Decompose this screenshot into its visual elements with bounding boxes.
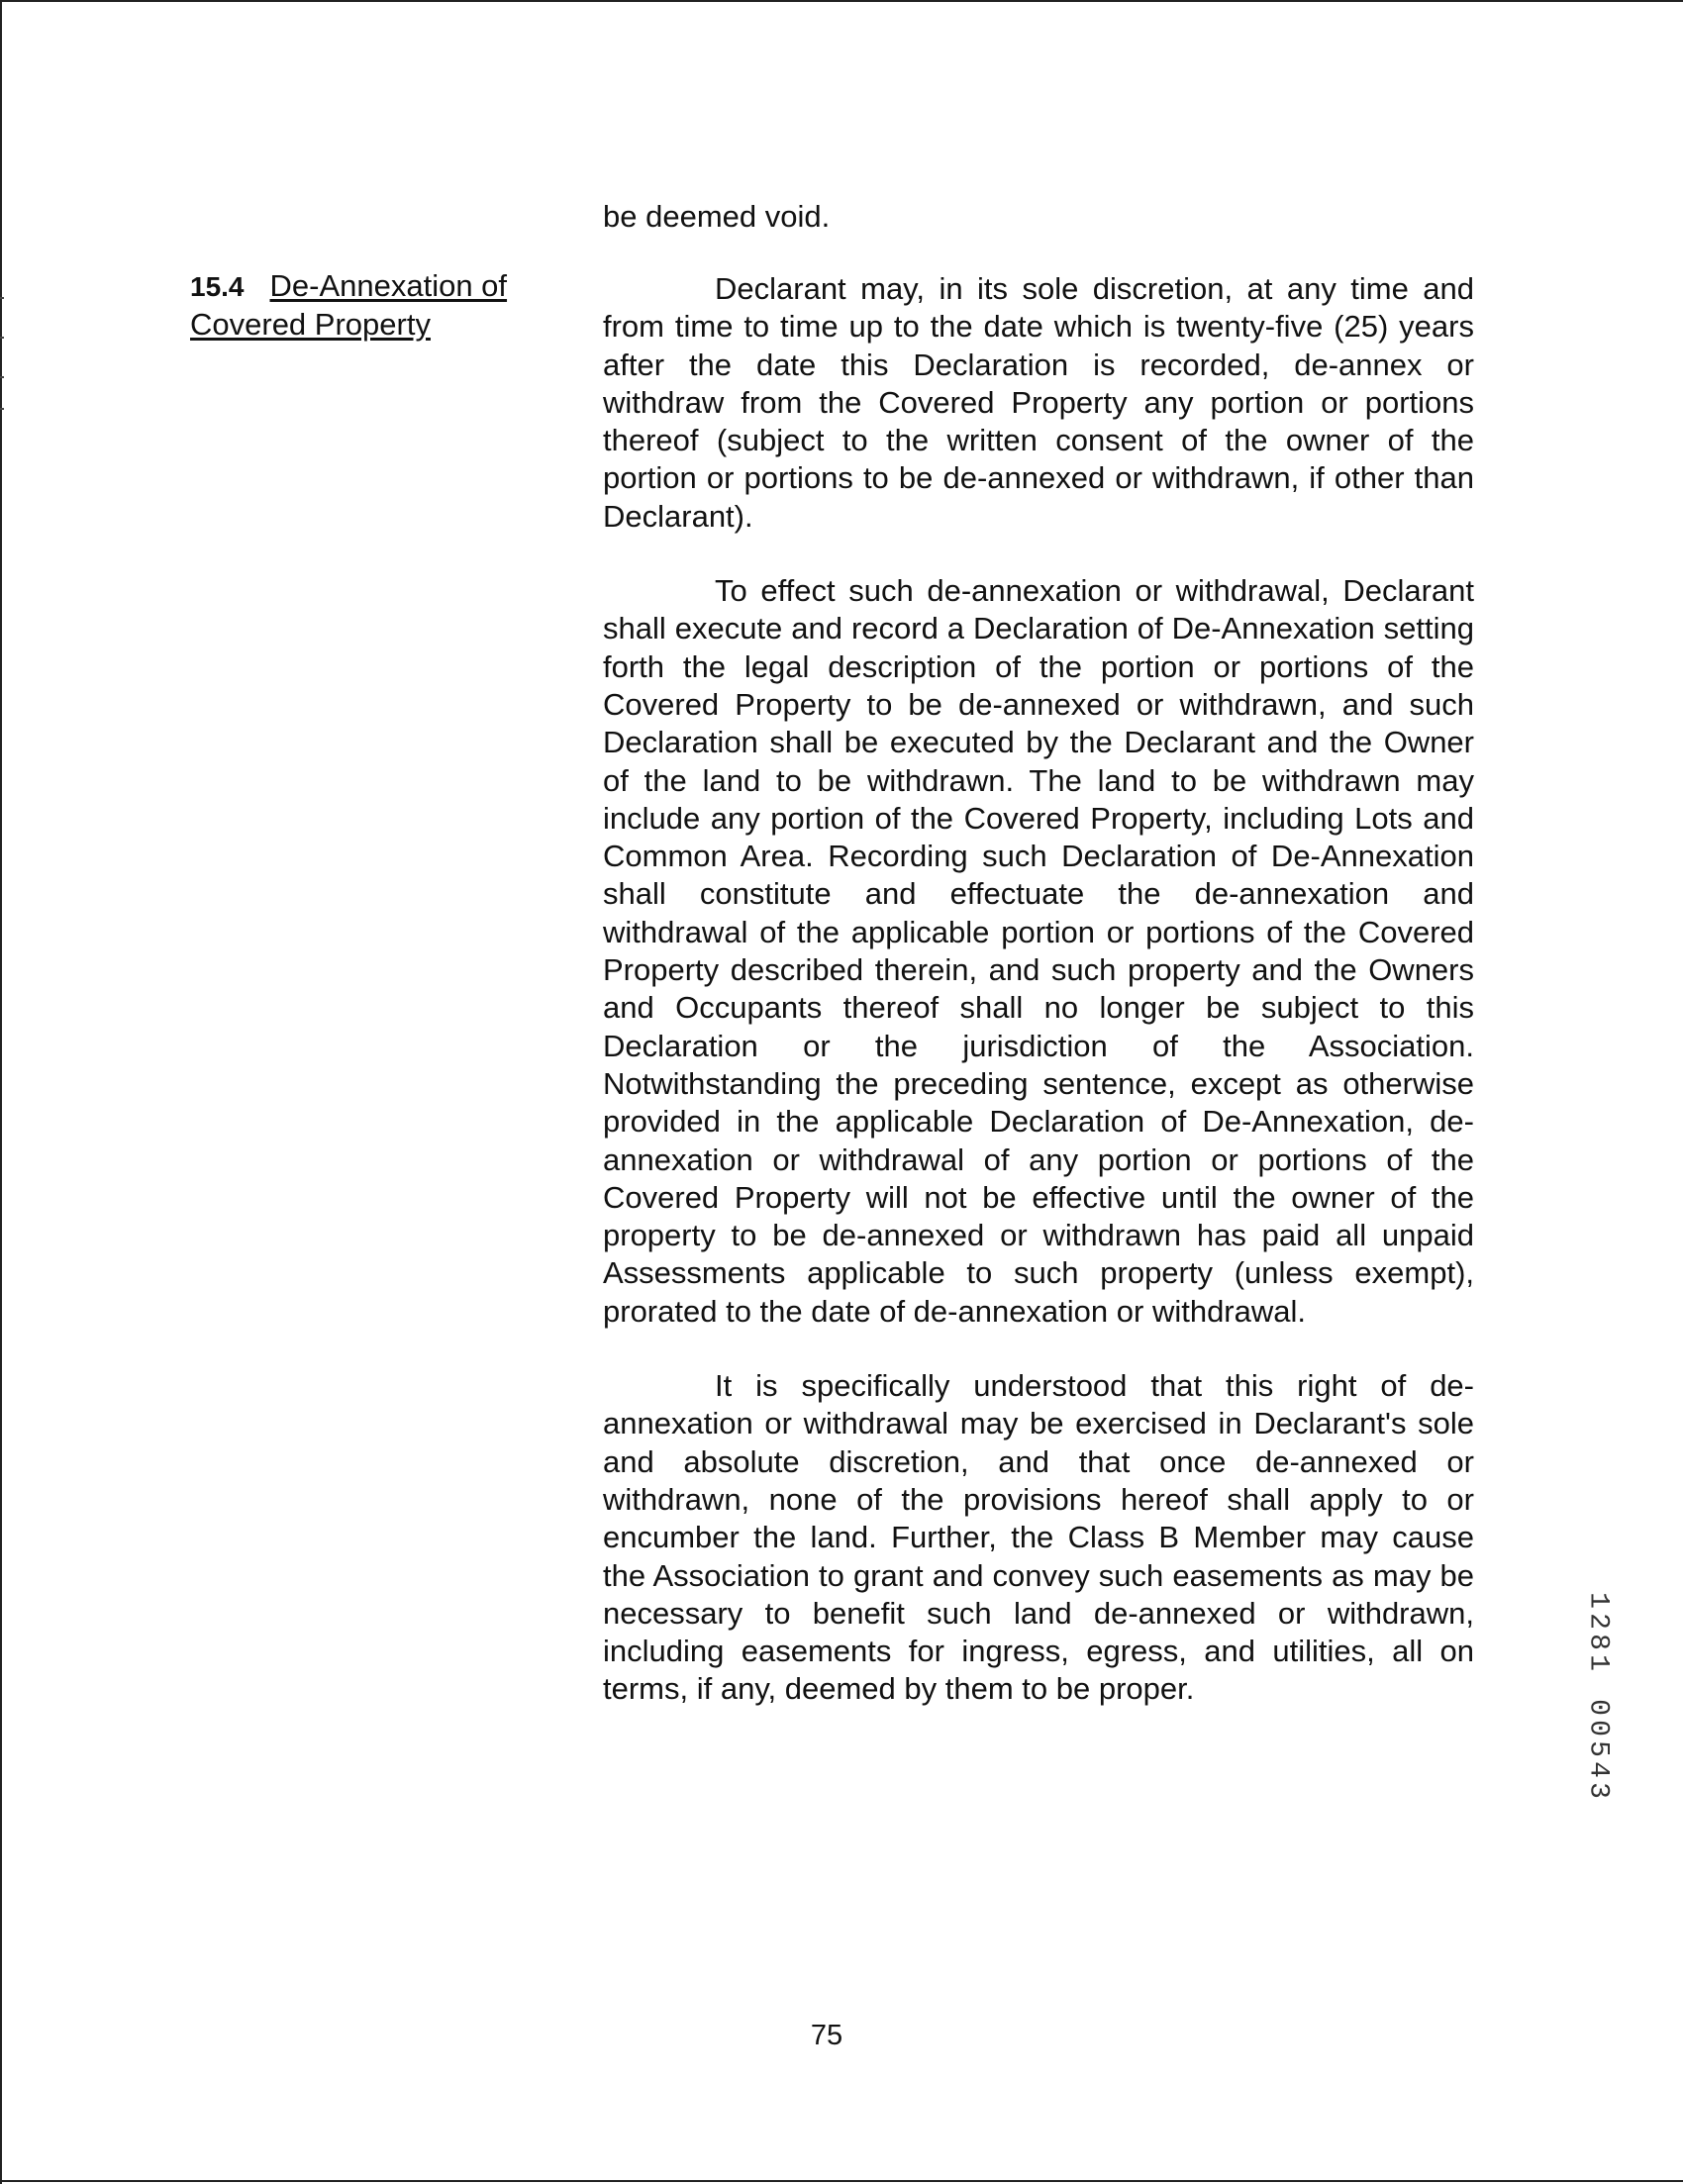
section-number: 15.4 xyxy=(190,271,245,302)
section-body xyxy=(603,270,1474,1745)
page-number: 75 xyxy=(810,2020,843,2051)
scan-tick-mark xyxy=(0,408,4,410)
bates-stamp xyxy=(1578,1590,1618,1801)
body-paragraph: Declarant may, in its sole discretion, at any time and from time to time up to the date which is twenty-five (25) years after the date this Declaration is recorded, de-annex or withdraw from the Covered Property any portion or portions thereof (subject to the written consent of the owner of the portion or portions to be de-annexed or withdrawn, if other than Declarant). xyxy=(603,271,1474,534)
bates-digit: 0 xyxy=(1582,1720,1614,1737)
section-heading xyxy=(190,267,556,344)
section-title: De-Annexation of Covered Property xyxy=(190,268,508,342)
bates-digit: 1 xyxy=(1582,1654,1614,1671)
carry-over-text: be deemed void. xyxy=(603,199,831,234)
bates-digit: 5 xyxy=(1582,1740,1614,1757)
scan-border-bottom xyxy=(0,2180,1683,2182)
bates-digit: 4 xyxy=(1582,1761,1614,1778)
bates-digit: 3 xyxy=(1582,1782,1614,1799)
scan-tick-mark xyxy=(0,376,4,378)
scan-border-left xyxy=(0,0,2,2184)
scan-border-top xyxy=(0,0,1683,2)
scan-tick-mark xyxy=(0,337,4,339)
bates-digit: 0 xyxy=(1582,1699,1614,1716)
body-paragraph: It is specifically understood that this right of de-annexation or withdrawal may be exercised in Declarant's sole and absolute discretion, and that once de-annexed or withdrawn, none of the provisions hereof shall apply to or encumber the land. Further, the Class B Member may cause the Association to grant and convey such easements as may be necessary to benefit such land de-annexed or withdrawn, including easements for ingress, egress, and utilities, all on terms, if any, deemed by them to be proper. xyxy=(603,1368,1474,1707)
bates-digit: 2 xyxy=(1582,1613,1614,1630)
body-paragraph: To effect such de-annexation or withdrawal, Declarant shall execute and record a Declaration of De-Annexation setting forth the legal description of the portion or portions of the Covered Property to be de-annexed or withdrawn, and such Declaration shall be executed by the Declarant and the Owner of the land to be withdrawn. The land to be withdrawn may include any portion of the Covered Property, including Lots and Common Area. Recording such Declaration of De-Annexation shall constitute and effectuate the de-annexation and withdrawal of the applicable portion or portions of the Covered Property described therein, and such property and the Owners and Occupants thereof shall no longer be subject to this Declaration or the jurisdiction of the Association. Notwithstanding the preceding sentence, except as otherwise provided in the applicable Declaration of De-Annexation, de-annexation or withdrawal of any portion or portions of the Covered Property will not be effective until the owner of the property to be de-annexed or withdrawn has paid all unpaid Assessments applicable to such property (unless exempt), prorated to the date of de-annexation or withdrawal. xyxy=(603,573,1474,1329)
scan-tick-mark xyxy=(0,297,4,299)
bates-digit: 8 xyxy=(1582,1634,1614,1650)
bates-digit: 1 xyxy=(1582,1592,1614,1609)
